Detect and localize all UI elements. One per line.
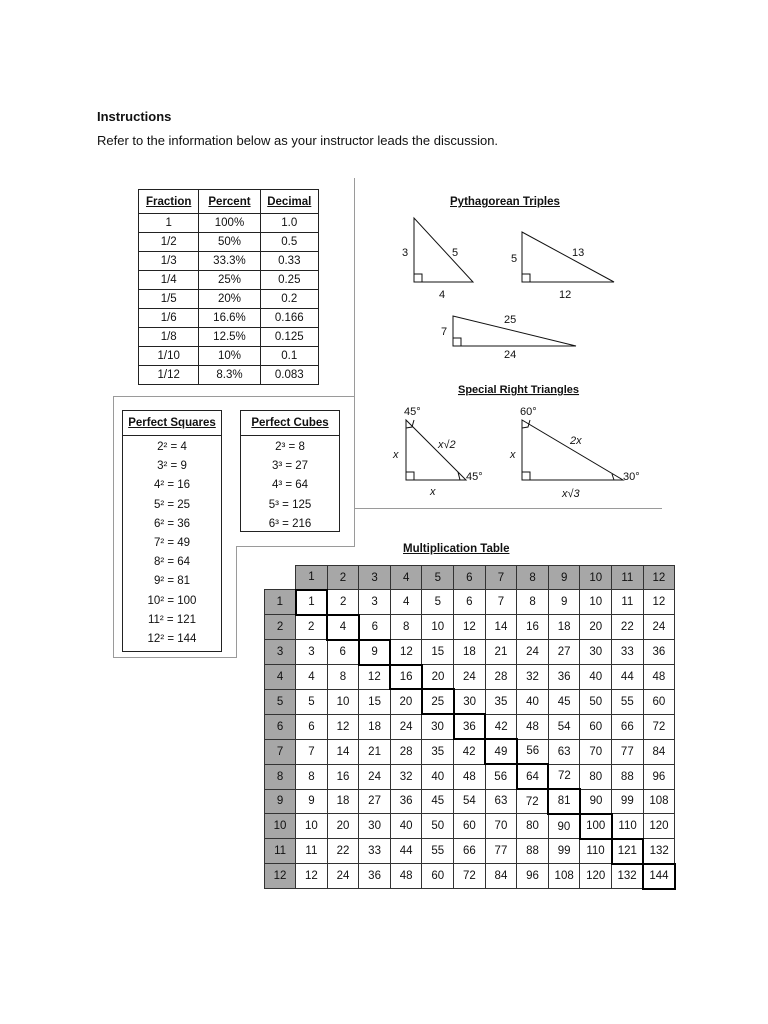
percent-cell: 20% bbox=[199, 290, 260, 309]
table-row bbox=[139, 366, 319, 385]
product-cell: 8 bbox=[390, 615, 422, 640]
row-header-cell: 1 bbox=[265, 590, 296, 615]
triangle-45-45-90 bbox=[406, 420, 466, 480]
row-header-cell: 2 bbox=[265, 615, 296, 640]
product-cell: 63 bbox=[548, 739, 580, 764]
product-cell: 99 bbox=[548, 839, 580, 864]
product-cell: 24 bbox=[643, 615, 675, 640]
column-header-cell: 12 bbox=[643, 566, 675, 590]
divider-horizontal-bottom bbox=[113, 657, 237, 658]
side-label: 3 bbox=[402, 247, 409, 259]
column-header-cell: 1 bbox=[296, 566, 328, 590]
product-cell: 54 bbox=[548, 714, 580, 739]
product-cell: 18 bbox=[327, 789, 359, 814]
row-header-cell: 11 bbox=[265, 839, 296, 864]
product-cell: 2 bbox=[327, 590, 359, 615]
percent-cell: 16.6% bbox=[199, 309, 260, 328]
divider-horizontal-left bbox=[113, 396, 355, 397]
product-cell: 40 bbox=[422, 764, 454, 789]
product-cell: 120 bbox=[643, 814, 675, 839]
product-cell: 72 bbox=[517, 789, 549, 814]
product-cell: 8 bbox=[327, 665, 359, 690]
square-item: 11² = 121 bbox=[147, 613, 197, 626]
product-cell: 132 bbox=[643, 839, 675, 864]
product-cell: 45 bbox=[548, 689, 580, 714]
perfect-squares-title: Perfect Squares bbox=[123, 411, 221, 436]
table-row bbox=[265, 864, 675, 889]
page-title: Instructions bbox=[97, 109, 172, 124]
product-cell: 11 bbox=[612, 590, 644, 615]
square-item: 2² = 4 bbox=[157, 441, 187, 453]
divider-horizontal-mid bbox=[236, 546, 355, 547]
product-cell: 20 bbox=[422, 665, 454, 690]
row-header-cell: 10 bbox=[265, 814, 296, 839]
table-row bbox=[265, 615, 675, 640]
square-item: 3² = 9 bbox=[157, 460, 187, 473]
product-cell: 6 bbox=[327, 640, 359, 665]
perfect-squares-box bbox=[122, 410, 222, 652]
side-label: 13 bbox=[572, 247, 585, 259]
decimal-cell: 0.166 bbox=[260, 309, 318, 328]
product-cell: 44 bbox=[390, 839, 422, 864]
product-cell: 12 bbox=[454, 615, 486, 640]
side-label: 5 bbox=[452, 247, 459, 259]
product-cell: 4 bbox=[296, 665, 328, 690]
product-cell: 54 bbox=[454, 789, 486, 814]
product-cell: 30 bbox=[359, 814, 391, 839]
side-label: x bbox=[393, 449, 399, 461]
product-cell: 36 bbox=[643, 640, 675, 665]
square-item: 8² = 64 bbox=[153, 556, 191, 569]
product-cell: 18 bbox=[548, 615, 580, 640]
decimal-cell: 0.083 bbox=[260, 366, 318, 385]
table-row bbox=[139, 309, 319, 328]
product-cell: 42 bbox=[454, 739, 486, 764]
fraction-cell: 1/10 bbox=[139, 347, 199, 366]
triangle-3-4-5 bbox=[414, 218, 473, 282]
pythagorean-title: Pythagorean Triples bbox=[450, 196, 560, 208]
product-cell: 48 bbox=[454, 764, 486, 789]
percent-cell: 12.5% bbox=[199, 328, 260, 347]
fraction-cell: 1/2 bbox=[139, 233, 199, 252]
product-cell: 8 bbox=[517, 590, 549, 615]
side-label: x√2 bbox=[438, 439, 456, 451]
table-row bbox=[265, 714, 675, 739]
column-header-cell: 8 bbox=[517, 566, 549, 590]
column-header-cell: 6 bbox=[454, 566, 486, 590]
column-header-cell: 5 bbox=[422, 566, 454, 590]
product-cell: 42 bbox=[485, 714, 517, 739]
product-cell: 3 bbox=[359, 590, 391, 615]
row-header-cell: 7 bbox=[265, 739, 296, 764]
product-cell: 72 bbox=[454, 864, 486, 889]
product-cell: 80 bbox=[580, 764, 612, 789]
column-header-cell: 11 bbox=[612, 566, 644, 590]
table-row bbox=[265, 590, 675, 615]
instructions-text: Refer to the information below as your instructor leads the discussion. bbox=[97, 133, 499, 148]
product-cell: 132 bbox=[612, 864, 644, 889]
fraction-cell: 1/5 bbox=[139, 290, 199, 309]
product-cell: 16 bbox=[517, 615, 549, 640]
header-decimal: Decimal bbox=[260, 190, 318, 214]
product-cell: 6 bbox=[454, 590, 486, 615]
perfect-square-cell: 4 bbox=[327, 615, 359, 640]
product-cell: 15 bbox=[359, 689, 391, 714]
product-cell: 14 bbox=[485, 615, 517, 640]
product-cell: 88 bbox=[612, 764, 644, 789]
divider-vertical-left bbox=[113, 396, 114, 658]
perfect-cubes-box bbox=[240, 410, 340, 532]
product-cell: 66 bbox=[454, 839, 486, 864]
fraction-cell: 1/4 bbox=[139, 271, 199, 290]
side-label: x√3 bbox=[562, 488, 580, 500]
product-cell: 24 bbox=[390, 714, 422, 739]
product-cell: 40 bbox=[580, 665, 612, 690]
table-row bbox=[265, 814, 675, 839]
right-angle-mark bbox=[522, 472, 530, 480]
decimal-cell: 0.2 bbox=[260, 290, 318, 309]
product-cell: 40 bbox=[390, 814, 422, 839]
table-row bbox=[139, 347, 319, 366]
product-cell: 50 bbox=[422, 814, 454, 839]
product-cell: 66 bbox=[612, 714, 644, 739]
side-label: x bbox=[510, 449, 516, 461]
side-label: 5 bbox=[511, 253, 518, 265]
product-cell: 36 bbox=[359, 864, 391, 889]
cube-item: 4³ = 64 bbox=[271, 479, 309, 492]
product-cell: 6 bbox=[296, 714, 328, 739]
product-cell: 70 bbox=[485, 814, 517, 839]
product-cell: 20 bbox=[390, 689, 422, 714]
fraction-cell: 1/6 bbox=[139, 309, 199, 328]
table-row bbox=[265, 739, 675, 764]
product-cell: 110 bbox=[612, 814, 644, 839]
product-cell: 33 bbox=[612, 640, 644, 665]
product-cell: 96 bbox=[517, 864, 549, 889]
product-cell: 45 bbox=[422, 789, 454, 814]
side-label: 2x bbox=[570, 435, 582, 447]
product-cell: 56 bbox=[517, 739, 549, 764]
multiplication-header-row bbox=[265, 566, 675, 590]
row-header-cell: 9 bbox=[265, 789, 296, 814]
right-angle-mark bbox=[522, 274, 530, 282]
product-cell: 10 bbox=[327, 689, 359, 714]
product-cell: 10 bbox=[422, 615, 454, 640]
divider-vertical-inner bbox=[236, 546, 237, 658]
product-cell: 4 bbox=[390, 590, 422, 615]
product-cell: 28 bbox=[485, 665, 517, 690]
product-cell: 30 bbox=[580, 640, 612, 665]
product-cell: 27 bbox=[359, 789, 391, 814]
product-cell: 32 bbox=[390, 764, 422, 789]
angle-label: 45° bbox=[466, 471, 483, 483]
product-cell: 60 bbox=[422, 864, 454, 889]
row-header-cell: 8 bbox=[265, 764, 296, 789]
table-row bbox=[139, 233, 319, 252]
divider-horizontal-right bbox=[354, 508, 662, 509]
fraction-cell: 1/12 bbox=[139, 366, 199, 385]
perfect-square-cell: 121 bbox=[612, 839, 644, 864]
table-row bbox=[265, 839, 675, 864]
table-row bbox=[265, 689, 675, 714]
cube-item: 2³ = 8 bbox=[275, 441, 305, 453]
product-cell: 21 bbox=[485, 640, 517, 665]
column-header-cell: 7 bbox=[485, 566, 517, 590]
decimal-cell: 0.33 bbox=[260, 252, 318, 271]
product-cell: 30 bbox=[454, 689, 486, 714]
side-label: 24 bbox=[504, 349, 517, 361]
product-cell: 12 bbox=[327, 714, 359, 739]
perfect-square-cell: 9 bbox=[359, 640, 391, 665]
product-cell: 6 bbox=[359, 615, 391, 640]
square-item: 9² = 81 bbox=[153, 575, 191, 588]
column-header-cell: 3 bbox=[359, 566, 391, 590]
product-cell: 90 bbox=[580, 789, 612, 814]
right-angle-mark bbox=[414, 274, 422, 282]
product-cell: 12 bbox=[359, 665, 391, 690]
product-cell: 32 bbox=[517, 665, 549, 690]
product-cell: 27 bbox=[548, 640, 580, 665]
header-fraction: Fraction bbox=[139, 190, 199, 214]
product-cell: 44 bbox=[612, 665, 644, 690]
column-header-cell: 10 bbox=[580, 566, 612, 590]
cube-item: 6³ = 216 bbox=[268, 517, 312, 530]
product-cell: 5 bbox=[296, 689, 328, 714]
product-cell: 18 bbox=[454, 640, 486, 665]
product-cell: 5 bbox=[422, 590, 454, 615]
product-cell: 20 bbox=[327, 814, 359, 839]
product-cell: 8 bbox=[296, 764, 328, 789]
product-cell: 77 bbox=[485, 839, 517, 864]
column-header-cell: 2 bbox=[327, 566, 359, 590]
product-cell: 36 bbox=[390, 789, 422, 814]
product-cell: 90 bbox=[548, 814, 580, 839]
square-item: 10² = 100 bbox=[147, 594, 197, 607]
table-row bbox=[139, 271, 319, 290]
square-item: 12² = 144 bbox=[147, 632, 197, 645]
perfect-cubes-title: Perfect Cubes bbox=[241, 411, 339, 436]
row-header-cell: 12 bbox=[265, 864, 296, 889]
product-cell: 33 bbox=[359, 839, 391, 864]
table-row bbox=[139, 290, 319, 309]
triangle-30-60-90 bbox=[522, 420, 623, 480]
perfect-square-cell: 36 bbox=[454, 714, 486, 739]
product-cell: 120 bbox=[580, 864, 612, 889]
product-cell: 10 bbox=[296, 814, 328, 839]
perfect-square-cell: 81 bbox=[548, 789, 580, 814]
decimal-cell: 0.25 bbox=[260, 271, 318, 290]
perfect-square-cell: 16 bbox=[390, 665, 422, 690]
square-item: 6² = 36 bbox=[153, 517, 191, 530]
percent-cell: 100% bbox=[199, 214, 260, 233]
percent-cell: 33.3% bbox=[199, 252, 260, 271]
side-label: 12 bbox=[559, 289, 572, 301]
table-row bbox=[265, 764, 675, 789]
side-label: x bbox=[430, 486, 436, 498]
product-cell: 7 bbox=[296, 739, 328, 764]
row-header-cell: 6 bbox=[265, 714, 296, 739]
product-cell: 48 bbox=[643, 665, 675, 690]
perfect-square-cell: 64 bbox=[517, 764, 549, 789]
right-angle-mark bbox=[406, 472, 414, 480]
geometry-diagrams bbox=[380, 210, 670, 505]
product-cell: 63 bbox=[485, 789, 517, 814]
decimal-cell: 0.5 bbox=[260, 233, 318, 252]
product-cell: 10 bbox=[580, 590, 612, 615]
angle-label: 45° bbox=[404, 406, 421, 418]
fraction-cell: 1/3 bbox=[139, 252, 199, 271]
product-cell: 70 bbox=[580, 739, 612, 764]
product-cell: 22 bbox=[612, 615, 644, 640]
product-cell: 20 bbox=[580, 615, 612, 640]
product-cell: 80 bbox=[517, 814, 549, 839]
product-cell: 77 bbox=[612, 739, 644, 764]
table-row bbox=[139, 214, 319, 233]
column-header-cell: 9 bbox=[548, 566, 580, 590]
product-cell: 96 bbox=[643, 764, 675, 789]
special-triangles-title: Special Right Triangles bbox=[458, 384, 580, 396]
product-cell: 72 bbox=[643, 714, 675, 739]
product-cell: 12 bbox=[296, 864, 328, 889]
corner-cell bbox=[265, 566, 296, 590]
product-cell: 110 bbox=[580, 839, 612, 864]
product-cell: 84 bbox=[643, 739, 675, 764]
product-cell: 2 bbox=[296, 615, 328, 640]
row-header-cell: 5 bbox=[265, 689, 296, 714]
product-cell: 3 bbox=[296, 640, 328, 665]
product-cell: 14 bbox=[327, 739, 359, 764]
product-cell: 48 bbox=[517, 714, 549, 739]
fraction-table bbox=[138, 189, 319, 385]
product-cell: 60 bbox=[454, 814, 486, 839]
product-cell: 18 bbox=[359, 714, 391, 739]
product-cell: 35 bbox=[485, 689, 517, 714]
product-cell: 55 bbox=[422, 839, 454, 864]
product-cell: 24 bbox=[454, 665, 486, 690]
product-cell: 12 bbox=[390, 640, 422, 665]
fraction-cell: 1/8 bbox=[139, 328, 199, 347]
product-cell: 36 bbox=[548, 665, 580, 690]
product-cell: 40 bbox=[517, 689, 549, 714]
row-header-cell: 4 bbox=[265, 665, 296, 690]
table-row bbox=[265, 789, 675, 814]
right-angle-mark bbox=[453, 338, 461, 346]
product-cell: 7 bbox=[485, 590, 517, 615]
decimal-cell: 0.125 bbox=[260, 328, 318, 347]
angle-label: 60° bbox=[520, 406, 537, 418]
fraction-cell: 1 bbox=[139, 214, 199, 233]
cube-item: 3³ = 27 bbox=[271, 460, 309, 473]
product-cell: 24 bbox=[327, 864, 359, 889]
product-cell: 84 bbox=[485, 864, 517, 889]
side-label: 4 bbox=[439, 289, 446, 301]
percent-cell: 50% bbox=[199, 233, 260, 252]
percent-cell: 25% bbox=[199, 271, 260, 290]
product-cell: 12 bbox=[643, 590, 675, 615]
product-cell: 9 bbox=[296, 789, 328, 814]
product-cell: 48 bbox=[390, 864, 422, 889]
table-row bbox=[265, 640, 675, 665]
row-header-cell: 3 bbox=[265, 640, 296, 665]
product-cell: 22 bbox=[327, 839, 359, 864]
decimal-cell: 1.0 bbox=[260, 214, 318, 233]
product-cell: 24 bbox=[359, 764, 391, 789]
side-label: 7 bbox=[441, 326, 448, 338]
product-cell: 60 bbox=[580, 714, 612, 739]
decimal-cell: 0.1 bbox=[260, 347, 318, 366]
table-row bbox=[265, 665, 675, 690]
multiplication-table bbox=[264, 565, 676, 890]
product-cell: 15 bbox=[422, 640, 454, 665]
product-cell: 30 bbox=[422, 714, 454, 739]
product-cell: 56 bbox=[485, 764, 517, 789]
triangle-5-12-13 bbox=[522, 232, 614, 282]
product-cell: 99 bbox=[612, 789, 644, 814]
product-cell: 21 bbox=[359, 739, 391, 764]
product-cell: 24 bbox=[517, 640, 549, 665]
product-cell: 11 bbox=[296, 839, 328, 864]
perfect-square-cell: 100 bbox=[580, 814, 612, 839]
product-cell: 88 bbox=[517, 839, 549, 864]
divider-vertical-top bbox=[354, 178, 355, 396]
product-cell: 60 bbox=[643, 689, 675, 714]
perfect-square-cell: 49 bbox=[485, 739, 517, 764]
product-cell: 16 bbox=[327, 764, 359, 789]
side-label: 25 bbox=[504, 314, 517, 326]
column-header-cell: 4 bbox=[390, 566, 422, 590]
product-cell: 28 bbox=[390, 739, 422, 764]
percent-cell: 8.3% bbox=[199, 366, 260, 385]
product-cell: 50 bbox=[580, 689, 612, 714]
product-cell: 35 bbox=[422, 739, 454, 764]
table-row bbox=[139, 252, 319, 271]
product-cell: 55 bbox=[612, 689, 644, 714]
divider-vertical-mid bbox=[354, 396, 355, 546]
fraction-table-header bbox=[139, 190, 319, 214]
angle-label: 30° bbox=[623, 471, 640, 483]
product-cell: 9 bbox=[548, 590, 580, 615]
perfect-square-cell: 25 bbox=[422, 689, 454, 714]
product-cell: 72 bbox=[548, 764, 580, 789]
product-cell: 108 bbox=[643, 789, 675, 814]
product-cell: 108 bbox=[548, 864, 580, 889]
square-item: 5² = 25 bbox=[153, 498, 191, 511]
header-percent: Percent bbox=[199, 190, 260, 214]
square-item: 4² = 16 bbox=[153, 479, 191, 492]
percent-cell: 10% bbox=[199, 347, 260, 366]
square-item: 7² = 49 bbox=[153, 536, 191, 549]
multiplication-title: Multiplication Table bbox=[403, 543, 510, 555]
perfect-square-cell: 1 bbox=[296, 590, 328, 615]
perfect-square-cell: 144 bbox=[643, 864, 675, 889]
cube-item: 5³ = 125 bbox=[268, 498, 312, 511]
table-row bbox=[139, 328, 319, 347]
